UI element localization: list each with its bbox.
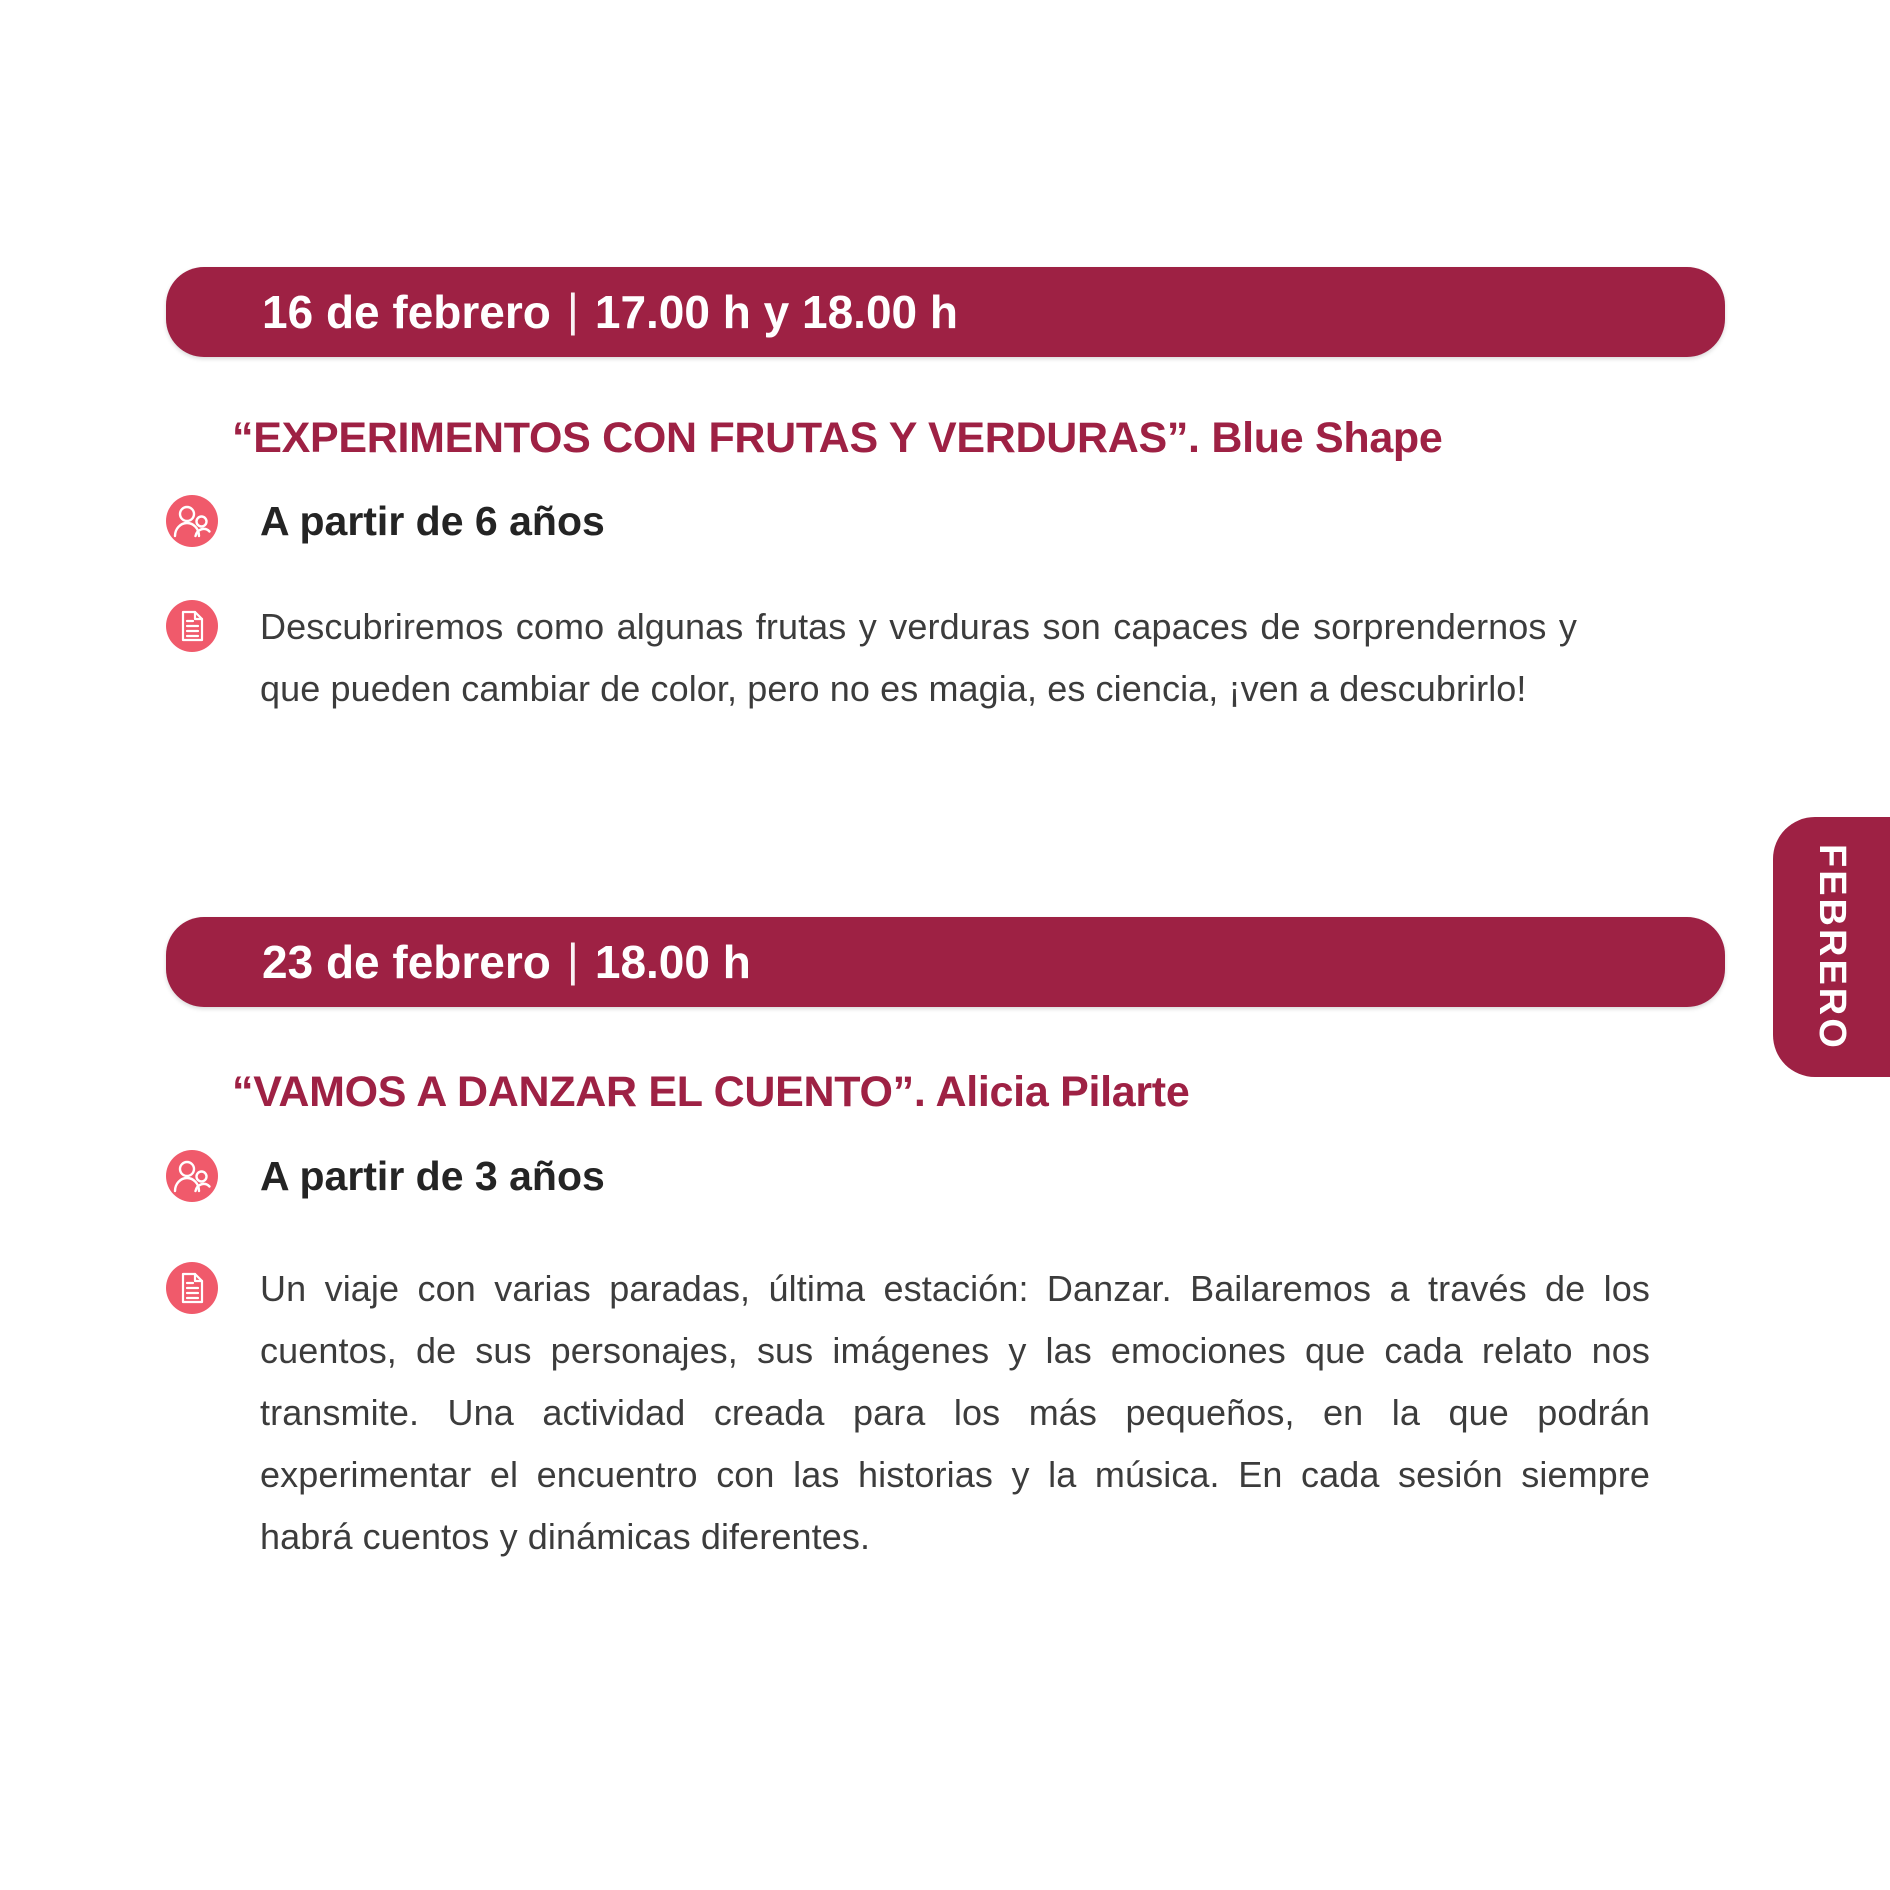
month-tab-febrero: [1773, 817, 1890, 1077]
event-1-description-row: [166, 596, 1577, 720]
date-time-separator: |: [566, 284, 579, 336]
event-2-description: Un viaje con varias paradas, última estación: Danzar. Bailaremos a través de los cuentos, de sus personajes, sus imágenes y las emociones que cada relato nos transmite. Una actividad creada para los más pequeños, en la que podrán experimentar el encuentro con las historias y la música. En cada sesión siempre habrá cuentos y dinámicas diferentes.: [260, 1268, 1650, 1557]
event-1-age-row: [166, 495, 605, 547]
event-2-date-bar: [166, 917, 1725, 1007]
event-2-date: 23 de febrero: [262, 936, 551, 988]
event-1-date: 16 de febrero: [262, 286, 551, 338]
document-icon: [166, 600, 218, 652]
event-2-age-label: A partir de 3 años: [260, 1152, 605, 1199]
event-2-date-text: [262, 935, 751, 989]
document-icon: [166, 1262, 218, 1314]
date-time-separator: |: [566, 934, 579, 986]
month-tab-label: FEBRERO: [1811, 843, 1853, 1051]
event-1-times: 17.00 h y 18.00 h: [594, 286, 958, 338]
event-2-age-row: [166, 1150, 605, 1202]
event-1-age-label: A partir de 6 años: [260, 497, 605, 544]
people-icon: [166, 1150, 218, 1202]
event-2-title: “VAMOS A DANZAR EL CUENTO”. Alicia Pilarte: [232, 1068, 1190, 1116]
event-1-description: Descubriremos como algunas frutas y verduras son capaces de sorprendernos y que pueden cambiar de color, pero no es magia, es ciencia, ¡ven a descubrirlo!: [260, 606, 1577, 709]
event-2-times: 18.00 h: [594, 936, 751, 988]
event-1-date-text: [262, 285, 958, 339]
event-1-date-bar: [166, 267, 1725, 357]
event-1-title: “EXPERIMENTOS CON FRUTAS Y VERDURAS”. Blue Shape: [232, 414, 1443, 462]
event-2-description-row: [166, 1258, 1650, 1568]
people-icon: [166, 495, 218, 547]
